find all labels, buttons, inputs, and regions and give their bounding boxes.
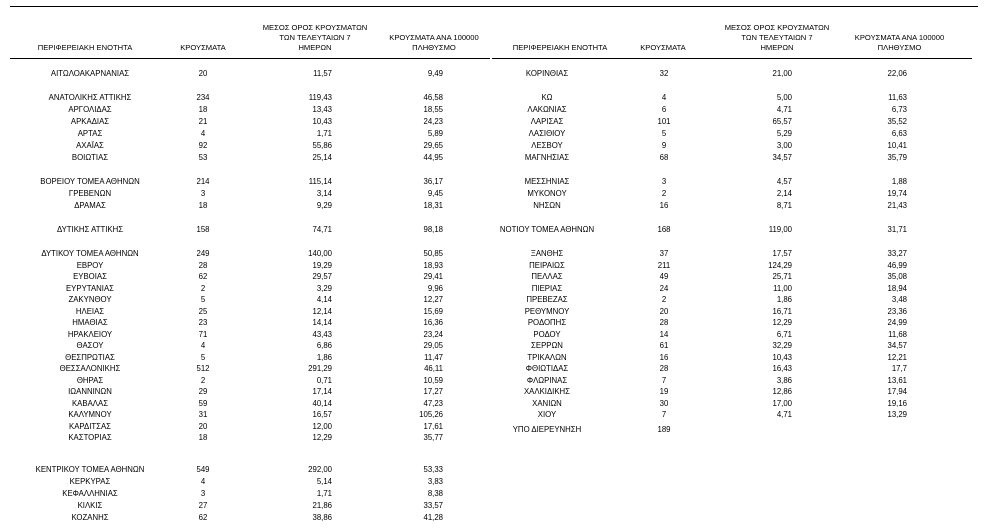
avg-cases-cell: 17,00 bbox=[772, 398, 792, 408]
region-name-cell: ΝΟΤΙΟΥ ΤΟΜΕΑ ΑΘΗΝΩΝ bbox=[499, 225, 595, 234]
header-avg-line1: ΜΕΣΟΣ ΟΡΟΣ ΚΡΟΥΣΜΑΤΩΝ bbox=[724, 23, 830, 32]
cases-cell: 20 bbox=[198, 69, 208, 78]
region-name-cell: ΚΟΡΙΝΘΙΑΣ bbox=[525, 69, 569, 78]
cases-cell: 62 bbox=[198, 513, 208, 522]
cases-per-100k-cell: 46,11 bbox=[424, 364, 443, 373]
cases-per-100k-cell: 105,26 bbox=[419, 410, 443, 419]
cases-cell: 4 bbox=[200, 341, 206, 350]
avg-cases-cell: 5,14 bbox=[316, 477, 332, 486]
cases-per-100k-cell: 17,27 bbox=[423, 387, 443, 396]
cases-per-100k-cell: 35,08 bbox=[887, 272, 907, 281]
table-row bbox=[0, 512, 986, 524]
region-name-cell: ΡΟΔΟΥ bbox=[533, 329, 561, 339]
avg-cases-cell: 4,57 bbox=[776, 177, 792, 186]
table-row bbox=[0, 488, 986, 500]
avg-cases-cell: 19,29 bbox=[312, 260, 332, 270]
cases-per-100k-cell: 41,28 bbox=[423, 513, 443, 522]
cases-cell: 59 bbox=[198, 398, 208, 408]
cases-per-100k-cell: 12,21 bbox=[887, 352, 907, 362]
cases-per-100k-cell: 11,68 bbox=[888, 329, 907, 339]
cases-per-100k-cell: 17,94 bbox=[887, 387, 907, 396]
region-name-cell: ΕΥΡΥΤΑΝΙΑΣ bbox=[65, 283, 114, 293]
cases-cell: 4 bbox=[200, 129, 206, 138]
region-name-cell: ΑΡΚΑΔΙΑΣ bbox=[70, 117, 110, 126]
avg-cases-cell: 1,86 bbox=[316, 352, 332, 362]
cases-cell: 3 bbox=[200, 189, 206, 198]
region-name-cell: ΦΛΩΡΙΝΑΣ bbox=[526, 375, 568, 385]
table-row bbox=[0, 104, 986, 116]
region-name-cell: ΛΑΡΙΣΑΣ bbox=[530, 117, 564, 126]
cases-cell: 14 bbox=[659, 329, 669, 339]
cases-per-100k-cell: 13,29 bbox=[887, 410, 907, 419]
avg-cases-cell: 14,14 bbox=[312, 318, 332, 327]
table-row bbox=[0, 409, 986, 421]
region-name-cell: ΚΑΛΥΜΝΟΥ bbox=[68, 410, 112, 419]
avg-cases-cell: 55,86 bbox=[312, 141, 332, 150]
cases-per-100k-cell: 10,41 bbox=[887, 141, 907, 150]
table-row bbox=[0, 92, 986, 104]
avg-cases-cell: 11,00 bbox=[773, 283, 792, 293]
cases-per-100k-cell: 3,83 bbox=[427, 477, 443, 486]
cases-per-100k-cell: 98,18 bbox=[423, 225, 443, 234]
avg-cases-cell: 12,00 bbox=[312, 421, 332, 431]
cases-per-100k-cell: 22,06 bbox=[887, 69, 907, 78]
avg-cases-cell: 25,71 bbox=[772, 272, 792, 281]
cases-cell: 7 bbox=[661, 410, 667, 419]
avg-cases-cell: 1,71 bbox=[316, 129, 332, 138]
region-name-cell: ΙΩΑΝΝΙΝΩΝ bbox=[68, 387, 112, 396]
table-row bbox=[0, 317, 986, 329]
cases-per-100k-cell: 6,63 bbox=[891, 129, 907, 138]
region-name-cell: ΣΕΡΡΩΝ bbox=[531, 341, 563, 350]
header-per-right bbox=[832, 33, 967, 53]
cases-cell: 3 bbox=[200, 489, 206, 498]
cases-per-100k-cell: 44,95 bbox=[423, 153, 443, 162]
cases-cell: 6 bbox=[661, 105, 667, 114]
cases-cell: 16 bbox=[659, 201, 669, 210]
header-cases-left: ΚΡΟΥΣΜΑΤΑ bbox=[180, 43, 226, 52]
cases-per-100k-cell: 17,61 bbox=[423, 421, 443, 431]
table-row bbox=[0, 464, 986, 476]
cases-per-100k-cell: 29,41 bbox=[423, 272, 443, 281]
cases-cell: 5 bbox=[200, 352, 206, 362]
region-name-cell: ΧΑΝΙΩΝ bbox=[532, 398, 562, 408]
cases-cell: 53 bbox=[198, 153, 208, 162]
cases-cell: 37 bbox=[659, 249, 669, 258]
region-name-cell: ΘΗΡΑΣ bbox=[76, 375, 104, 385]
region-name-cell: ΚΑΡΔΙΤΣΑΣ bbox=[69, 421, 111, 431]
avg-cases-cell: 13,43 bbox=[312, 105, 332, 114]
cases-cell: 214 bbox=[196, 177, 210, 186]
region-name-cell: ΛΕΣΒΟΥ bbox=[531, 141, 563, 150]
cases-cell: 234 bbox=[196, 93, 210, 102]
avg-cases-cell: 29,57 bbox=[312, 272, 332, 281]
avg-cases-cell: 17,14 bbox=[312, 387, 332, 396]
region-name-cell: ΔΥΤΙΚΗΣ ΑΤΤΙΚΗΣ bbox=[56, 225, 124, 234]
region-name-cell: ΕΒΡΟΥ bbox=[76, 260, 104, 270]
cases-cell: 16 bbox=[659, 352, 669, 362]
cases-cell: 27 bbox=[198, 501, 208, 510]
avg-cases-cell: 16,57 bbox=[312, 410, 332, 419]
cases-per-100k-cell: 16,36 bbox=[423, 318, 443, 327]
cases-cell: 5 bbox=[200, 295, 206, 304]
cases-per-100k-cell: 18,55 bbox=[423, 105, 443, 114]
cases-cell: 101 bbox=[657, 117, 671, 126]
cases-per-100k-cell: 33,57 bbox=[423, 501, 443, 510]
cases-per-100k-cell: 35,79 bbox=[887, 153, 907, 162]
cases-per-100k-cell: 9,96 bbox=[427, 283, 443, 293]
cases-cell: 18 bbox=[198, 433, 208, 442]
header-per-left bbox=[370, 33, 498, 53]
cases-cell: 2 bbox=[661, 295, 667, 304]
cases-cell: 168 bbox=[657, 225, 671, 234]
cases-per-100k-cell: 1,88 bbox=[891, 177, 907, 186]
table-row bbox=[0, 283, 986, 295]
avg-cases-cell: 3,00 bbox=[776, 141, 792, 150]
avg-cases-cell: 12,29 bbox=[312, 433, 332, 442]
cases-per-100k-cell: 50,85 bbox=[423, 249, 443, 258]
cases-cell: 512 bbox=[196, 364, 210, 373]
region-name-cell: ΗΜΑΘΙΑΣ bbox=[72, 318, 108, 327]
table-row bbox=[0, 248, 986, 260]
region-name-cell: ΚΕΡΚΥΡΑΣ bbox=[69, 477, 111, 486]
cases-per-100k-cell: 18,31 bbox=[423, 201, 443, 210]
region-name-cell: ΦΘΙΩΤΙΔΑΣ bbox=[525, 364, 569, 373]
avg-cases-cell: 21,86 bbox=[312, 501, 332, 510]
header-per-line2: ΠΛΗΘΥΣΜΟ bbox=[412, 43, 456, 52]
cases-cell: 18 bbox=[198, 105, 208, 114]
cases-per-100k-cell: 21,43 bbox=[887, 201, 907, 210]
cases-cell: 20 bbox=[198, 421, 208, 431]
table-row bbox=[0, 476, 986, 488]
cases-per-100k-cell: 11,47 bbox=[424, 352, 443, 362]
table-row bbox=[0, 352, 986, 364]
cases-per-100k-cell: 5,89 bbox=[427, 129, 443, 138]
avg-cases-cell: 9,29 bbox=[316, 201, 332, 210]
cases-per-100k-cell: 23,36 bbox=[887, 306, 907, 316]
cases-cell: 7 bbox=[661, 375, 667, 385]
table-row bbox=[0, 363, 986, 375]
region-name-cell: ΛΑΣΙΘΙΟΥ bbox=[528, 129, 566, 138]
header-region-left: ΠΕΡΙΦΕΡΕΙΑΚΗ ΕΝΟΤΗΤΑ bbox=[37, 43, 133, 52]
region-name-cell: ΘΑΣΟΥ bbox=[76, 341, 104, 350]
avg-cases-cell: 32,29 bbox=[772, 341, 792, 350]
avg-cases-cell: 1,86 bbox=[776, 295, 792, 304]
cases-per-100k-cell: 15,69 bbox=[423, 306, 443, 316]
table-row bbox=[0, 128, 986, 140]
region-name-cell: ΒΟΡΕΙΟΥ ΤΟΜΕΑ ΑΘΗΝΩΝ bbox=[40, 177, 140, 186]
cases-per-100k-cell: 12,27 bbox=[423, 295, 443, 304]
header-avg-right bbox=[712, 23, 842, 53]
cases-cell: 2 bbox=[200, 375, 206, 385]
region-name-cell: ΠΡΕΒΕΖΑΣ bbox=[526, 295, 568, 304]
header-cases-right: ΚΡΟΥΣΜΑΤΑ bbox=[640, 43, 686, 52]
cases-cell: 28 bbox=[659, 364, 669, 373]
cases-cell: 61 bbox=[659, 341, 669, 350]
table-row bbox=[0, 294, 986, 306]
avg-cases-cell: 119,43 bbox=[308, 93, 332, 102]
header-avg-line3: ΗΜΕΡΩΝ bbox=[298, 43, 332, 52]
region-name-cell: ΜΕΣΣΗΝΙΑΣ bbox=[524, 177, 570, 186]
cases-per-100k-cell: 13,61 bbox=[887, 375, 907, 385]
cases-per-100k-cell: 10,59 bbox=[423, 375, 443, 385]
cases-cell: 249 bbox=[196, 249, 210, 258]
header-per-line1: ΚΡΟΥΣΜΑΤΑ ΑΝΑ 100000 bbox=[389, 33, 479, 42]
region-name-cell: ΚΑΣΤΟΡΙΑΣ bbox=[68, 433, 112, 442]
table-row bbox=[0, 306, 986, 318]
cases-cell: 28 bbox=[198, 260, 208, 270]
region-name-cell: ΜΑΓΝΗΣΙΑΣ bbox=[524, 153, 570, 162]
table-row bbox=[0, 424, 986, 436]
cases-cell: 29 bbox=[198, 387, 208, 396]
region-name-cell: ΠΕΙΡΑΙΩΣ bbox=[529, 260, 565, 270]
region-name-cell: ΛΑΚΩΝΙΑΣ bbox=[527, 105, 567, 114]
region-name-cell: ΑΧΑΪΑΣ bbox=[76, 141, 104, 150]
region-name-cell: ΤΡΙΚΑΛΩΝ bbox=[527, 352, 567, 362]
header-avg-line2: ΤΩΝ ΤΕΛΕΥΤΑΙΩΝ 7 bbox=[279, 33, 351, 42]
table-row bbox=[0, 188, 986, 200]
cases-cell: 92 bbox=[198, 141, 208, 150]
cases-cell: 9 bbox=[661, 141, 667, 150]
avg-cases-cell: 10,43 bbox=[312, 117, 332, 126]
avg-cases-cell: 140,00 bbox=[308, 249, 332, 258]
cases-cell: 31 bbox=[198, 410, 208, 419]
region-name-cell: ΕΥΒΟΙΑΣ bbox=[73, 272, 107, 281]
cases-cell: 25 bbox=[198, 306, 208, 316]
region-name-cell: ΧΑΛΚΙΔΙΚΗΣ bbox=[523, 387, 570, 396]
cases-per-100k-cell: 35,52 bbox=[887, 117, 907, 126]
region-name-cell: ΑΡΤΑΣ bbox=[77, 129, 103, 138]
avg-cases-cell: 3,86 bbox=[776, 375, 792, 385]
cases-per-100k-cell: 3,48 bbox=[891, 295, 907, 304]
region-name-cell: ΡΟΔΟΠΗΣ bbox=[527, 318, 567, 327]
avg-cases-cell: 3,14 bbox=[316, 189, 332, 198]
region-name-cell: ΡΕΘΥΜΝΟΥ bbox=[524, 306, 570, 316]
avg-cases-cell: 65,57 bbox=[772, 117, 792, 126]
avg-cases-cell: 4,14 bbox=[316, 295, 332, 304]
cases-cell: 62 bbox=[198, 272, 208, 281]
cases-cell: 19 bbox=[659, 387, 669, 396]
cases-cell: 28 bbox=[659, 318, 669, 327]
avg-cases-cell: 74,71 bbox=[312, 225, 332, 234]
table-row bbox=[0, 340, 986, 352]
table-row bbox=[0, 116, 986, 128]
cases-per-100k-cell: 18,94 bbox=[887, 283, 907, 293]
table-row bbox=[0, 386, 986, 398]
avg-cases-cell: 11,57 bbox=[313, 69, 332, 78]
avg-cases-cell: 25,14 bbox=[312, 153, 332, 162]
cases-per-100k-cell: 29,05 bbox=[423, 341, 443, 350]
cases-cell: 68 bbox=[659, 153, 669, 162]
cases-per-100k-cell: 23,24 bbox=[423, 329, 443, 339]
cases-cell: 549 bbox=[196, 465, 210, 474]
avg-cases-cell: 12,86 bbox=[772, 387, 792, 396]
cases-per-100k-cell: 36,17 bbox=[423, 177, 443, 186]
avg-cases-cell: 5,00 bbox=[776, 93, 792, 102]
cases-per-100k-cell: 19,74 bbox=[887, 189, 907, 198]
header-region-right: ΠΕΡΙΦΕΡΕΙΑΚΗ ΕΝΟΤΗΤΑ bbox=[512, 43, 608, 52]
cases-cell: 49 bbox=[659, 272, 669, 281]
cases-per-100k-cell: 29,65 bbox=[423, 141, 443, 150]
region-name-cell: ΘΕΣΣΑΛΟΝΙΚΗΣ bbox=[59, 364, 121, 373]
cases-per-100k-cell: 24,99 bbox=[887, 318, 907, 327]
region-name-cell: ΓΡΕΒΕΝΩΝ bbox=[68, 189, 112, 198]
cases-per-100k-cell: 33,27 bbox=[887, 249, 907, 258]
header-divider-right bbox=[492, 58, 972, 59]
region-name-cell: ΔΥΤΙΚΟΥ ΤΟΜΕΑ ΑΘΗΝΩΝ bbox=[41, 249, 139, 258]
avg-cases-cell: 6,71 bbox=[776, 329, 792, 339]
region-name-cell: ΚΩ bbox=[541, 93, 553, 102]
header-per-line2: ΠΛΗΘΥΣΜΟ bbox=[877, 43, 922, 52]
avg-cases-cell: 21,00 bbox=[772, 69, 792, 78]
cases-per-100k-cell: 24,23 bbox=[423, 117, 443, 126]
cases-per-100k-cell: 46,58 bbox=[423, 93, 443, 102]
cases-per-100k-cell: 9,49 bbox=[427, 69, 443, 78]
cases-cell: 5 bbox=[661, 129, 667, 138]
table-row bbox=[0, 176, 986, 188]
region-name-cell: ΥΠΟ ΔΙΕΡΕΥΝΗΣΗ bbox=[512, 425, 582, 434]
region-name-cell: ΠΙΕΡΙΑΣ bbox=[531, 283, 563, 293]
avg-cases-cell: 10,43 bbox=[772, 352, 792, 362]
region-name-cell: ΠΕΛΛΑΣ bbox=[531, 272, 563, 281]
cases-per-100k-cell: 46,99 bbox=[887, 260, 907, 270]
cases-cell: 3 bbox=[661, 177, 667, 186]
region-name-cell: ΞΑΝΘΗΣ bbox=[530, 249, 564, 258]
header-avg-left bbox=[250, 23, 380, 53]
region-name-cell: ΗΡΑΚΛΕΙΟΥ bbox=[67, 329, 113, 339]
avg-cases-cell: 6,86 bbox=[316, 341, 332, 350]
table-row bbox=[0, 68, 986, 80]
table-row bbox=[0, 152, 986, 164]
top-border bbox=[10, 6, 978, 7]
region-name-cell: ΚΕΦΑΛΛΗΝΙΑΣ bbox=[62, 489, 118, 498]
cases-cell: 4 bbox=[661, 93, 667, 102]
region-name-cell: ΚΟΖΑΝΗΣ bbox=[71, 513, 109, 522]
region-name-cell: ΒΟΙΩΤΙΑΣ bbox=[71, 153, 109, 162]
table-row bbox=[0, 500, 986, 512]
avg-cases-cell: 4,71 bbox=[776, 410, 792, 419]
avg-cases-cell: 291,29 bbox=[308, 364, 332, 373]
avg-cases-cell: 4,71 bbox=[776, 105, 792, 114]
cases-per-100k-cell: 9,45 bbox=[427, 189, 443, 198]
table-row bbox=[0, 329, 986, 341]
avg-cases-cell: 43,43 bbox=[312, 329, 332, 339]
avg-cases-cell: 38,86 bbox=[312, 513, 332, 522]
table-row bbox=[0, 260, 986, 272]
region-name-cell: ΚΙΛΚΙΣ bbox=[77, 501, 103, 510]
cases-cell: 71 bbox=[198, 329, 208, 339]
table-row bbox=[0, 140, 986, 152]
region-name-cell: ΔΡΑΜΑΣ bbox=[74, 201, 106, 210]
cases-per-100k-cell: 47,23 bbox=[423, 398, 443, 408]
cases-cell: 23 bbox=[198, 318, 208, 327]
cases-cell: 189 bbox=[657, 425, 671, 434]
avg-cases-cell: 119,00 bbox=[768, 225, 792, 234]
region-name-cell: ΑΝΑΤΟΛΙΚΗΣ ΑΤΤΙΚΗΣ bbox=[48, 93, 132, 102]
table-row bbox=[0, 375, 986, 387]
header-divider-left bbox=[10, 58, 490, 59]
cases-per-100k-cell: 17,7 bbox=[891, 364, 907, 373]
table-row bbox=[0, 224, 986, 236]
region-name-cell: ΝΗΣΩΝ bbox=[533, 201, 561, 210]
cases-cell: 20 bbox=[659, 306, 669, 316]
avg-cases-cell: 16,43 bbox=[772, 364, 792, 373]
cases-per-100k-cell: 6,73 bbox=[891, 105, 907, 114]
avg-cases-cell: 34,57 bbox=[772, 153, 792, 162]
avg-cases-cell: 8,71 bbox=[776, 201, 792, 210]
table-row bbox=[0, 271, 986, 283]
cases-per-100k-cell: 31,71 bbox=[887, 225, 907, 234]
cases-cell: 32 bbox=[659, 69, 669, 78]
region-name-cell: ΗΛΕΙΑΣ bbox=[75, 306, 105, 316]
region-name-cell: ΚΑΒΑΛΑΣ bbox=[71, 398, 109, 408]
avg-cases-cell: 40,14 bbox=[312, 398, 332, 408]
cases-cell: 2 bbox=[200, 283, 206, 293]
cases-per-100k-cell: 53,33 bbox=[423, 465, 443, 474]
region-name-cell: ΚΕΝΤΡΙΚΟΥ ΤΟΜΕΑ ΑΘΗΝΩΝ bbox=[35, 465, 145, 474]
avg-cases-cell: 2,14 bbox=[776, 189, 792, 198]
cases-cell: 4 bbox=[200, 477, 206, 486]
avg-cases-cell: 5,29 bbox=[776, 129, 792, 138]
header-per-line1: ΚΡΟΥΣΜΑΤΑ ΑΝΑ 100000 bbox=[854, 33, 945, 42]
header-avg-line3: ΗΜΕΡΩΝ bbox=[760, 43, 794, 52]
region-name-cell: ΑΡΓΟΛΙΔΑΣ bbox=[68, 105, 112, 114]
avg-cases-cell: 115,14 bbox=[308, 177, 332, 186]
table-row bbox=[0, 200, 986, 212]
region-name-cell: ΑΙΤΩΛΟΑΚΑΡΝΑΝΙΑΣ bbox=[50, 69, 130, 78]
avg-cases-cell: 17,57 bbox=[772, 249, 792, 258]
region-name-cell: ΖΑΚΥΝΘΟΥ bbox=[68, 295, 112, 304]
cases-per-100k-cell: 18,93 bbox=[423, 260, 443, 270]
cases-cell: 18 bbox=[198, 201, 208, 210]
region-name-cell: ΘΕΣΠΡΩΤΙΑΣ bbox=[65, 352, 115, 362]
header-avg-line2: ΤΩΝ ΤΕΛΕΥΤΑΙΩΝ 7 bbox=[741, 33, 813, 42]
avg-cases-cell: 3,29 bbox=[316, 283, 332, 293]
cases-cell: 21 bbox=[198, 117, 208, 126]
table-row bbox=[0, 398, 986, 410]
cases-cell: 2 bbox=[661, 189, 667, 198]
avg-cases-cell: 0,71 bbox=[316, 375, 332, 385]
avg-cases-cell: 12,29 bbox=[772, 318, 792, 327]
cases-per-100k-cell: 11,63 bbox=[888, 93, 907, 102]
avg-cases-cell: 16,71 bbox=[772, 306, 792, 316]
cases-per-100k-cell: 34,57 bbox=[887, 341, 907, 350]
avg-cases-cell: 1,71 bbox=[316, 489, 332, 498]
cases-per-100k-cell: 19,16 bbox=[887, 398, 907, 408]
cases-cell: 211 bbox=[657, 260, 671, 270]
cases-per-100k-cell: 35,77 bbox=[423, 433, 443, 442]
header-avg-line1: ΜΕΣΟΣ ΟΡΟΣ ΚΡΟΥΣΜΑΤΩΝ bbox=[262, 23, 368, 32]
avg-cases-cell: 12,14 bbox=[312, 306, 332, 316]
region-name-cell: ΧΙΟΥ bbox=[537, 410, 557, 419]
cases-cell: 158 bbox=[196, 225, 210, 234]
avg-cases-cell: 124,29 bbox=[768, 260, 792, 270]
cases-per-100k-cell: 8,38 bbox=[427, 489, 443, 498]
avg-cases-cell: 292,00 bbox=[308, 465, 332, 474]
cases-cell: 24 bbox=[659, 283, 669, 293]
region-name-cell: ΜΥΚΟΝΟΥ bbox=[527, 189, 567, 198]
cases-cell: 30 bbox=[659, 398, 669, 408]
